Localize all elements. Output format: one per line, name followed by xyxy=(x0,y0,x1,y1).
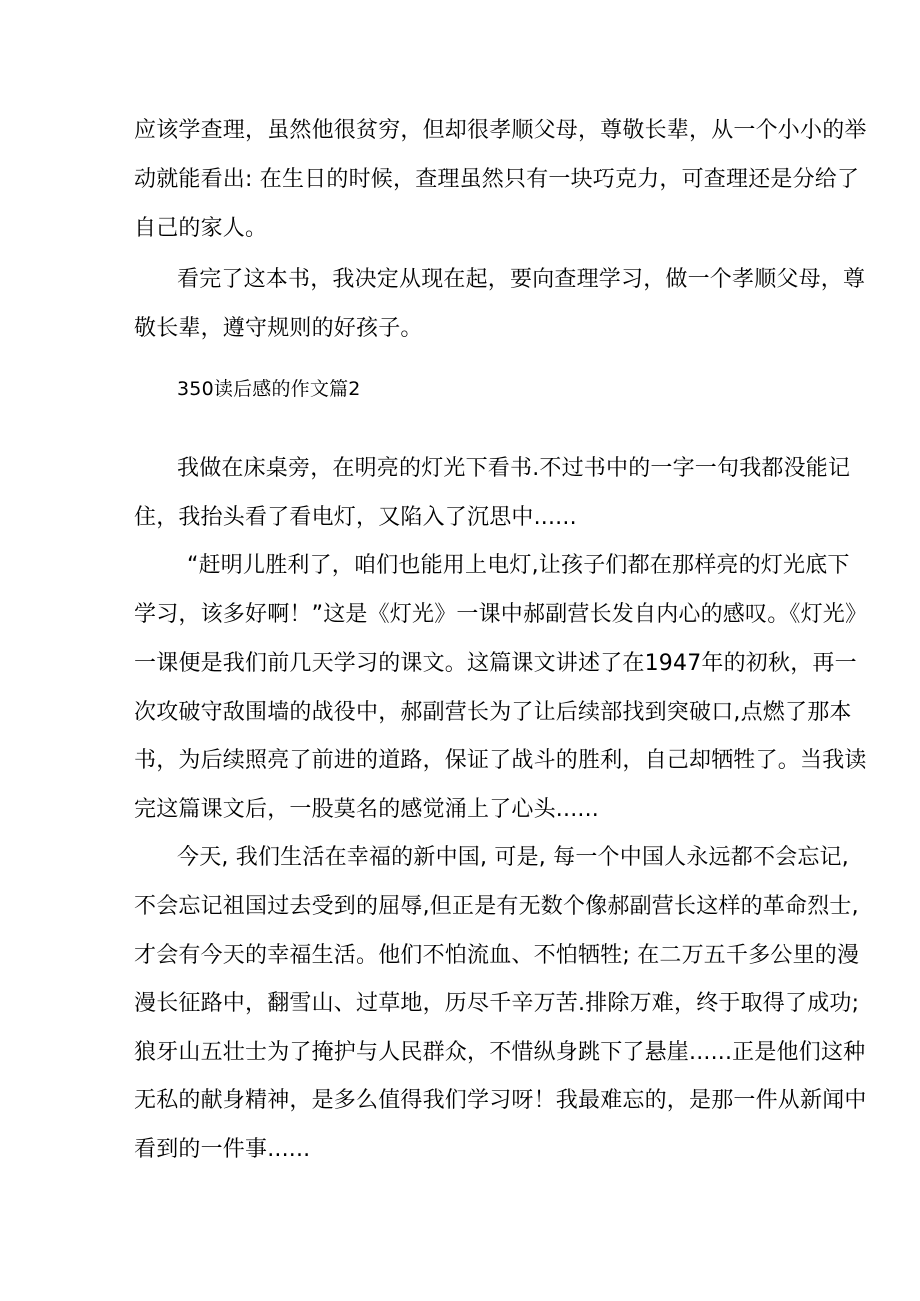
paragraph-4-line-1: “赶明儿胜利了，咱们也能用上电灯,让孩子们都在那样亮的灯光底下 xyxy=(187,553,850,578)
paragraph-4-line-4: 次攻破守敌围墙的战役中，郝副营长为了让后续部找到突破口,点燃了那本 xyxy=(134,700,852,725)
paragraph-5-line-3: 才会有今天的幸福生活。他们不怕流血、不怕牺牲; 在二万五千多公里的漫 xyxy=(134,943,860,968)
paragraph-4-line-5: 书，为后续照亮了前进的道路，保证了战斗的胜利，自己却牺牲了。当我读 xyxy=(134,748,867,773)
paragraph-1-line-1: 应该学查理，虽然他很贫穷，但却很孝顺父母，尊敬长辈，从一个小小的举 xyxy=(134,118,867,143)
paragraph-5-line-7: 看到的一件事...... xyxy=(134,1137,311,1162)
paragraph-5-line-2: 不会忘记祖国过去受到的屈辱,但正是有无数个像郝副营长这样的革命烈士, xyxy=(134,894,859,919)
paragraph-4-line-3: 一课便是我们前几天学习的课文。这篇课文讲述了在1947年的初秋，再一 xyxy=(134,651,857,676)
paragraph-3-line-2: 住，我抬头看了看电灯，又陷入了沉思中...... xyxy=(134,505,577,530)
paragraph-5-line-4: 漫长征路中，翻雪山、过草地，历尽千辛万苦.排除万难，终于取得了成功; xyxy=(134,991,860,1016)
paragraph-2-line-1: 看完了这本书，我决定从现在起，要向查理学习，做一个孝顺父母，尊 xyxy=(177,267,866,292)
paragraph-1-line-2: 动就能看出: 在生日的时候，查理虽然只有一块巧克力，可查理还是分给了 xyxy=(134,167,860,192)
paragraph-5-line-5: 狼牙山五壮士为了掩护与人民群众，不惜纵身跳下了悬崖......正是他们这种 xyxy=(134,1040,866,1065)
paragraph-3-line-1: 我做在床桌旁，在明亮的灯光下看书.不过书中的一字一句我都没能记 xyxy=(177,456,851,481)
paragraph-4-line-2: 学习，该多好啊！”这是《灯光》一课中郝副营长发自内心的感叹。《灯光》 xyxy=(134,602,868,627)
paragraph-2-line-2: 敬长辈，遵守规则的好孩子。 xyxy=(134,316,423,341)
paragraph-5-line-6: 无私的献身精神，是多么值得我们学习呀！我最难忘的，是那一件从新闻中 xyxy=(134,1088,867,1113)
paragraph-5-line-1: 今天, 我们生活在幸福的新中国, 可是, 每一个中国人永远都不会忘记, xyxy=(177,845,849,870)
paragraph-4-line-6: 完这篇课文后，一股莫名的感觉涌上了心头...... xyxy=(134,797,599,822)
section-heading: 350读后感的作文篇2 xyxy=(177,378,361,400)
paragraph-1-line-3: 自己的家人。 xyxy=(134,216,268,241)
